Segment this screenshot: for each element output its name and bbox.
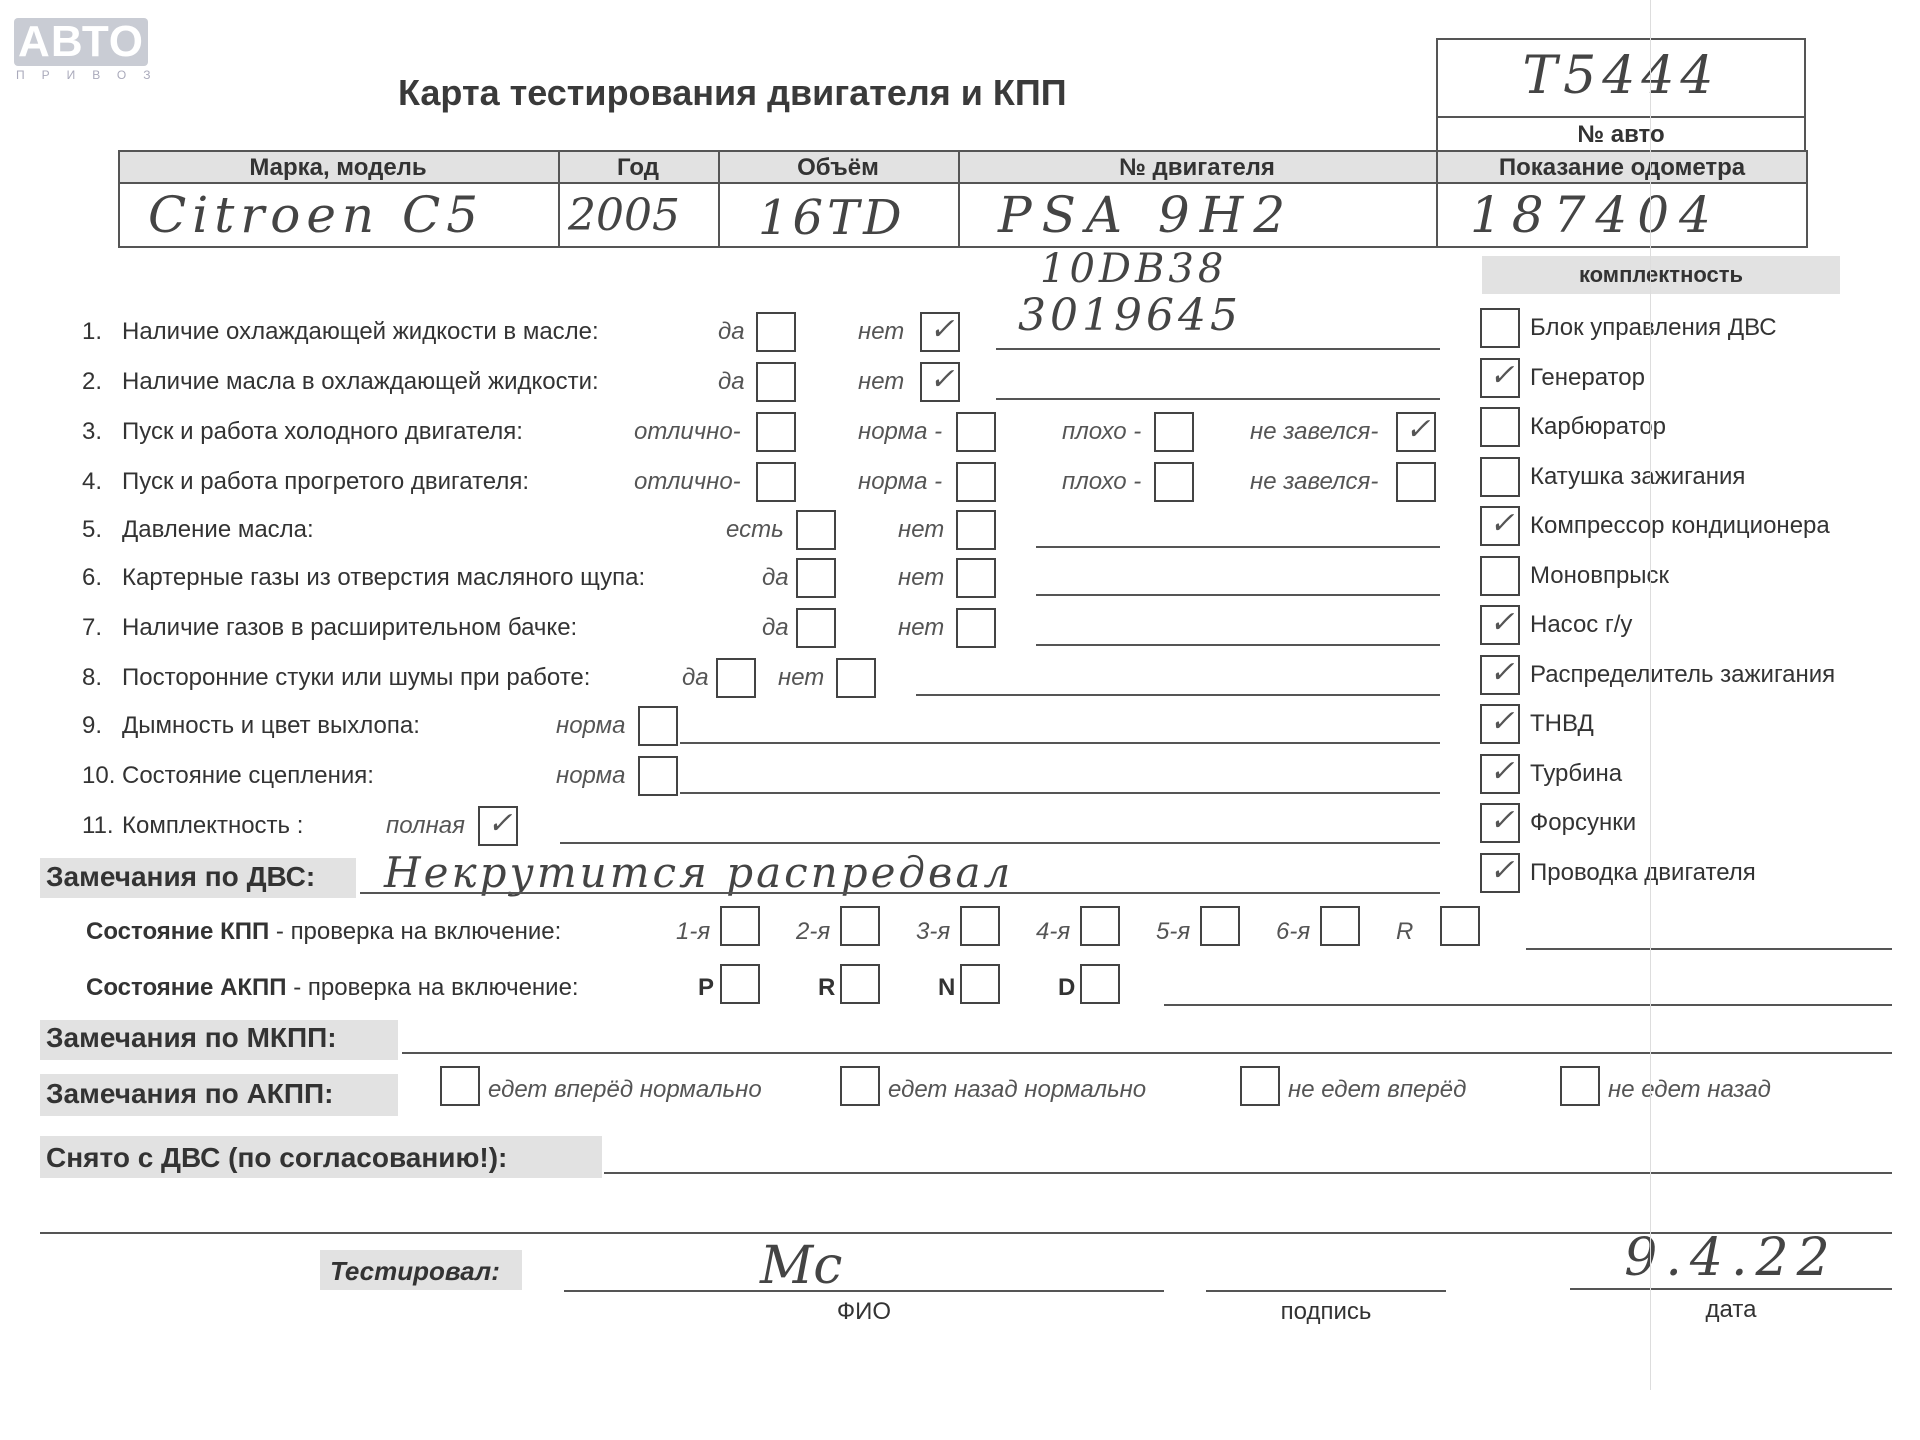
check-mark: ✓ xyxy=(1489,654,1515,690)
option-checkbox[interactable] xyxy=(920,362,960,402)
completeness-checkbox[interactable] xyxy=(1480,655,1520,695)
mode-checkbox[interactable] xyxy=(960,964,1000,1004)
completeness-item-label: Форсунки xyxy=(1530,809,1637,836)
col-odometer-header: Показание одометра xyxy=(1498,154,1746,181)
option-checkbox[interactable] xyxy=(638,756,678,796)
option-checkbox[interactable] xyxy=(1154,412,1194,452)
option-checkbox[interactable] xyxy=(956,558,996,598)
option-checkbox[interactable] xyxy=(756,462,796,502)
question-number: 4. xyxy=(82,468,103,495)
gear-checkbox[interactable] xyxy=(840,906,880,946)
mode-label: R xyxy=(818,974,836,1001)
date-value: 9.4.22 xyxy=(1624,1228,1838,1288)
option-checkbox[interactable] xyxy=(796,608,836,648)
completeness-checkbox[interactable] xyxy=(1480,853,1520,893)
gear-label: 2-я xyxy=(796,918,831,945)
form-title: Карта тестирования двигателя и КПП xyxy=(398,72,1067,113)
mode-checkbox[interactable] xyxy=(1080,964,1120,1004)
gear-checkbox[interactable] xyxy=(1440,906,1480,946)
option-label: норма - xyxy=(858,418,943,445)
option-label: нет xyxy=(858,368,905,395)
completeness-item-label: Карбюратор xyxy=(1530,413,1667,440)
logo-subtitle: ПРИВОЗ xyxy=(16,68,168,82)
removed-label: Снято с ДВС (по согласованию!): xyxy=(46,1142,508,1173)
completeness-checkbox[interactable] xyxy=(1480,556,1520,596)
answer-line xyxy=(996,348,1440,350)
question-text: Дымность и цвет выхлопа: xyxy=(122,712,420,739)
check-mark: ✓ xyxy=(1489,506,1515,541)
logo: АВТО xyxy=(14,18,148,66)
option-checkbox[interactable] xyxy=(1396,462,1436,502)
question-text: Комплектность : xyxy=(122,812,304,839)
akpp-option-label: едет назад нормально xyxy=(888,1076,1147,1103)
option-label: да xyxy=(762,614,789,641)
option-label: нет xyxy=(778,664,825,691)
akpp-option-checkbox[interactable] xyxy=(1560,1066,1600,1106)
option-checkbox[interactable] xyxy=(956,462,996,502)
check-mark: ✓ xyxy=(929,362,955,397)
option-checkbox[interactable] xyxy=(756,362,796,402)
car-number-box xyxy=(1436,38,1806,118)
option-label: норма xyxy=(556,762,626,789)
question-number: 8. xyxy=(82,664,103,691)
akpp-label xyxy=(86,974,579,1002)
completeness-checkbox[interactable] xyxy=(1480,754,1520,794)
check-mark: ✓ xyxy=(1405,412,1431,447)
fio-label: ФИО xyxy=(836,1298,892,1325)
gear-checkbox[interactable] xyxy=(1200,906,1240,946)
answer-line xyxy=(916,694,1440,696)
option-checkbox[interactable] xyxy=(796,558,836,598)
akpp-option-label: не едет назад xyxy=(1608,1076,1771,1103)
option-label: не завелся- xyxy=(1250,418,1379,445)
completeness-item-label: ТНВД xyxy=(1530,710,1594,737)
completeness-item-label: Катушка зажигания xyxy=(1530,462,1746,490)
check-mark: ✓ xyxy=(1489,357,1515,393)
col-year-header: Год xyxy=(617,154,659,181)
mkpp-remarks-label: Замечания по МКПП: xyxy=(46,1022,337,1053)
mkpp-line xyxy=(402,1052,1892,1054)
option-label: есть xyxy=(726,516,784,543)
gear-label: R xyxy=(1396,918,1414,945)
check-mark: ✓ xyxy=(1489,803,1515,838)
gear-checkbox[interactable] xyxy=(960,906,1000,946)
question-number: 3. xyxy=(82,418,103,445)
akpp-label-bold: Состояние АКПП xyxy=(86,974,287,1001)
option-label: отлично- xyxy=(634,418,741,445)
completeness-item-label: Компрессор кондиционера xyxy=(1530,512,1830,539)
question-number: 5. xyxy=(82,516,103,543)
akpp-label-rest: - проверка на включение: xyxy=(286,974,579,1001)
kpp-line xyxy=(1526,948,1892,950)
completeness-checkbox[interactable] xyxy=(1480,407,1520,447)
engine-code-2: 10DB38 xyxy=(1040,246,1228,292)
completeness-checkbox[interactable] xyxy=(1480,803,1520,843)
option-label: плохо - xyxy=(1062,468,1142,495)
akpp-option-checkbox[interactable] xyxy=(440,1066,480,1106)
akpp-option-checkbox[interactable] xyxy=(840,1066,880,1106)
dvs-remarks-label: Замечания по ДВС: xyxy=(46,861,316,892)
option-label: нет xyxy=(898,516,945,543)
completeness-checkbox[interactable] xyxy=(1480,457,1520,497)
option-checkbox[interactable] xyxy=(478,806,518,846)
col-engine-header: № двигателя xyxy=(1119,154,1275,181)
option-checkbox[interactable] xyxy=(920,312,960,352)
header-divider xyxy=(118,182,1808,184)
fio-line xyxy=(564,1290,1164,1292)
option-label: полная xyxy=(386,812,465,839)
completeness-item-label: Насос г/у xyxy=(1530,611,1633,638)
scan-fold-line xyxy=(1650,0,1651,1390)
question-number: 9. xyxy=(82,712,103,739)
option-label: да xyxy=(682,664,709,691)
answer-line xyxy=(996,398,1440,400)
check-mark: ✓ xyxy=(929,312,955,347)
option-checkbox[interactable] xyxy=(956,412,996,452)
completeness-title: комплектность xyxy=(1578,262,1744,287)
question-text: Пуск и работа холодного двигателя: xyxy=(122,418,523,445)
option-checkbox[interactable] xyxy=(956,510,996,550)
dvs-remarks-line xyxy=(360,892,1440,894)
completeness-item-label: Распределитель зажигания xyxy=(1530,660,1836,688)
completeness-checkbox[interactable] xyxy=(1480,358,1520,398)
mode-label: D xyxy=(1058,974,1076,1001)
option-label: да xyxy=(718,318,745,345)
question-text: Наличие охлаждающей жидкости в масле: xyxy=(122,318,599,345)
question-text: Картерные газы из отверстия масляного щупа: xyxy=(122,564,646,591)
completeness-checkbox[interactable] xyxy=(1480,704,1520,744)
check-mark: ✓ xyxy=(487,806,513,841)
mode-label: P xyxy=(698,974,715,1001)
question-number: 6. xyxy=(82,564,103,591)
option-label: плохо - xyxy=(1062,418,1142,445)
completeness-item-label: Моновпрыск xyxy=(1530,561,1670,589)
check-mark: ✓ xyxy=(1489,753,1515,789)
question-number: 11. xyxy=(82,812,114,839)
year-value: 2005 xyxy=(568,190,680,241)
check-mark: ✓ xyxy=(1489,605,1515,640)
answer-line xyxy=(680,742,1440,744)
option-label: не завелся- xyxy=(1250,468,1379,495)
gear-label: 1-я xyxy=(676,918,711,945)
option-checkbox[interactable] xyxy=(1154,462,1194,502)
gear-checkbox[interactable] xyxy=(1320,906,1360,946)
mode-checkbox[interactable] xyxy=(840,964,880,1004)
akpp-option-checkbox[interactable] xyxy=(1240,1066,1280,1106)
option-label: нет xyxy=(898,564,945,591)
signature-label: подпись xyxy=(1280,1298,1372,1325)
completeness-item-label: Генератор xyxy=(1530,363,1645,391)
answer-line xyxy=(1036,546,1440,548)
car-number-label: № авто xyxy=(1436,116,1806,154)
engine-serial: 3019645 xyxy=(1018,290,1242,341)
answer-line xyxy=(680,792,1440,794)
gear-label: 3-я xyxy=(916,918,951,945)
question-text: Наличие масла в охлаждающей жидкости: xyxy=(122,368,599,395)
option-label: отлично- xyxy=(634,468,741,495)
completeness-item-label: Проводка двигателя xyxy=(1530,858,1756,886)
kpp-label-bold: Состояние КПП xyxy=(86,918,270,945)
date-label: дата xyxy=(1705,1296,1757,1323)
tested-label: Тестировал: xyxy=(330,1256,500,1286)
check-mark: ✓ xyxy=(1489,852,1515,888)
check-mark: ✓ xyxy=(1489,704,1515,739)
completeness-checkbox[interactable] xyxy=(1480,605,1520,645)
gear-checkbox[interactable] xyxy=(720,906,760,946)
mode-checkbox[interactable] xyxy=(720,964,760,1004)
option-checkbox[interactable] xyxy=(716,658,756,698)
option-checkbox[interactable] xyxy=(1396,412,1436,452)
completeness-item-label: Турбина xyxy=(1530,759,1623,787)
completeness-item-label: Блок управления ДВС xyxy=(1530,314,1777,341)
question-text: Пуск и работа прогретого двигателя: xyxy=(122,468,530,495)
mode-label: N xyxy=(938,974,956,1001)
volume-value: 16TD xyxy=(758,190,906,246)
kpp-label-rest: - проверка на включение: xyxy=(269,918,562,945)
car-number-value: T5444 xyxy=(1522,46,1720,106)
removed-line xyxy=(604,1172,1892,1174)
date-line xyxy=(1570,1288,1892,1290)
option-label: норма xyxy=(556,712,626,739)
option-label: да xyxy=(762,564,789,591)
question-number: 10. xyxy=(82,762,116,789)
col-volume-header: Объём xyxy=(797,154,879,181)
option-checkbox[interactable] xyxy=(756,412,796,452)
brand-value: Citroen C5 xyxy=(148,186,485,244)
option-label: нет xyxy=(898,614,945,641)
gear-label: 6-я xyxy=(1276,918,1311,945)
option-label: норма - xyxy=(858,468,943,495)
completeness-checkbox[interactable] xyxy=(1480,308,1520,348)
question-number: 1. xyxy=(82,318,103,345)
question-text: Наличие газов в расширительном бачке: xyxy=(122,614,578,641)
akpp-option-label: едет вперёд нормально xyxy=(488,1076,762,1103)
gear-label: 4-я xyxy=(1036,918,1071,945)
dvs-remarks-value: Некрутится распредвал xyxy=(384,848,1014,897)
col-brand-header: Марка, модель xyxy=(249,154,427,181)
kpp-label xyxy=(86,918,561,946)
option-checkbox[interactable] xyxy=(756,312,796,352)
option-checkbox[interactable] xyxy=(956,608,996,648)
odometer-value: 187404 xyxy=(1470,186,1721,244)
option-label: нет xyxy=(858,318,905,345)
question-text: Посторонние стуки или шумы при работе: xyxy=(122,664,591,691)
answer-line xyxy=(560,842,1440,844)
question-number: 2. xyxy=(82,368,103,395)
question-text: Давление масла: xyxy=(122,516,314,543)
question-text: Состояние сцепления: xyxy=(122,762,374,789)
option-label: да xyxy=(718,368,745,395)
option-checkbox[interactable] xyxy=(796,510,836,550)
akpp-line xyxy=(1164,1004,1892,1006)
gear-checkbox[interactable] xyxy=(1080,906,1120,946)
akpp-option-label: не едет вперёд xyxy=(1288,1076,1467,1103)
signature-value: Мс xyxy=(760,1236,843,1296)
question-number: 7. xyxy=(82,614,103,641)
gear-label: 5-я xyxy=(1156,918,1191,945)
option-checkbox[interactable] xyxy=(836,658,876,698)
answer-line xyxy=(1036,594,1440,596)
option-checkbox[interactable] xyxy=(638,706,678,746)
akpp-remarks-label: Замечания по АКПП: xyxy=(46,1078,334,1109)
signature-line xyxy=(1206,1290,1446,1292)
completeness-checkbox[interactable] xyxy=(1480,506,1520,546)
engine-value: PSA 9H2 xyxy=(998,186,1296,244)
answer-line xyxy=(1036,644,1440,646)
